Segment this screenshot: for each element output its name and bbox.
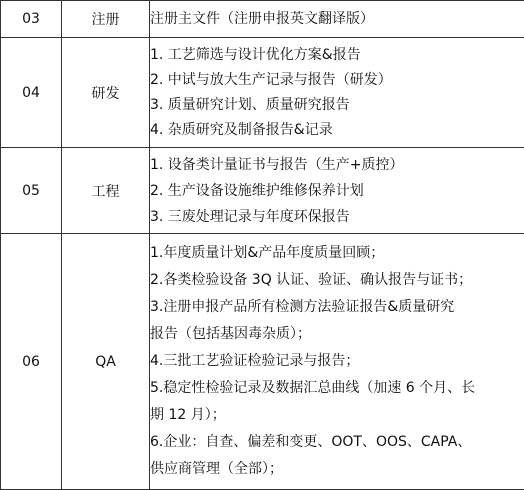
- row-number: 03: [1, 1, 62, 38]
- deliverables-cell: [150, 148, 524, 234]
- deliverable-item: 6.企业：自查、偏差和变更、OOT、OOS、CAPA、: [150, 429, 524, 456]
- deliverables-cell: [150, 234, 524, 490]
- deliverable-item: 2. 生产设备设施维护维修保养计划: [150, 178, 524, 204]
- department-cell: 研发: [62, 38, 150, 148]
- table-row: [1, 38, 524, 148]
- deliverable-item: 3. 三废处理记录与年度环保报告: [150, 204, 524, 230]
- deliverable-item: 3.注册申报产品所有检测方法验证报告&质量研究: [150, 294, 524, 321]
- row-number: 04: [1, 38, 62, 148]
- department-cell: 注册: [62, 1, 150, 38]
- deliverable-item: 5.稳定性检验记录及数据汇总曲线（加速 6 个月、长: [150, 375, 524, 402]
- deliverable-item: 1.年度质量计划&产品年度质量回顾；: [150, 240, 524, 267]
- deliverable-item: 3. 质量研究计划、质量研究报告: [150, 93, 524, 118]
- deliverable-item: 2.各类检验设备 3Q 认证、验证、确认报告与证书；: [150, 267, 524, 294]
- deliverable-item: 4.三批工艺验证检验记录与报告；: [150, 348, 524, 375]
- deliverable-item: 4. 杂质研究及制备报告&记录: [150, 118, 524, 143]
- deliverable-item: 1. 设备类计量证书与报告（生产+质控）: [150, 152, 524, 178]
- table-row: [1, 234, 524, 490]
- deliverable-item: 2. 中试与放大生产记录与报告（研发）: [150, 68, 524, 93]
- department-cell: 工程: [62, 148, 150, 234]
- deliverable-item: 1. 工艺筛选与设计优化方案&报告: [150, 43, 524, 68]
- table-row: [1, 1, 524, 38]
- row-number: 05: [1, 148, 62, 234]
- deliverable-item: 供应商管理（全部）；: [150, 456, 524, 483]
- deliverables-cell: [150, 1, 524, 38]
- row-number: 06: [1, 234, 62, 490]
- deliverable-item: 报告（包括基因毒杂质）；: [150, 321, 524, 348]
- department-cell: QA: [62, 234, 150, 490]
- deliverable-item: 期 12 月）；: [150, 402, 524, 429]
- deliverable-item: 注册主文件（注册申报英文翻译版）: [150, 9, 524, 30]
- deliverables-cell: [150, 38, 524, 148]
- table-row: [1, 148, 524, 234]
